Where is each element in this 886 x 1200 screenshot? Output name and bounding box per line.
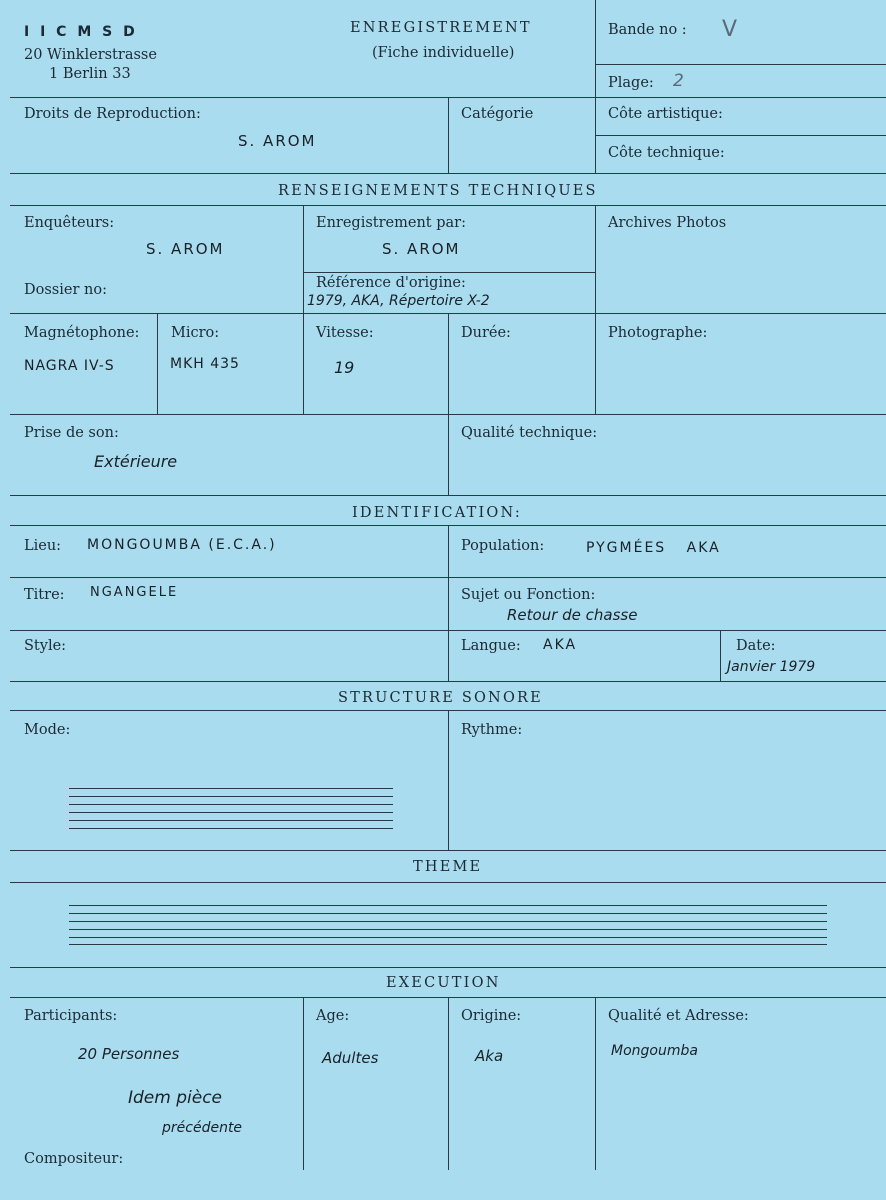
categorie-label: Catégorie [461,106,534,122]
cote-artistique-label: Côte artistique: [608,106,723,122]
age-value[interactable]: Adultes [322,1049,379,1067]
mode-label: Mode: [24,722,71,738]
magnetophone-value[interactable]: NAGRA IV-S [24,358,115,374]
age-label: Age: [316,1008,350,1024]
prise-de-son-label: Prise de son: [24,425,119,441]
qualite-technique-label: Qualité technique: [461,425,598,441]
vitesse-label: Vitesse: [316,325,374,341]
enqueteurs-value[interactable]: S. AROM [146,240,225,258]
section-heading-technical: RENSEIGNEMENTS TECHNIQUES [278,183,598,199]
archives-photos-label: Archives Photos [608,215,727,231]
form-subtitle: (Fiche individuelle) [372,45,515,61]
bande-value[interactable]: V [722,17,738,42]
address-line-2: 1 Berlin 33 [49,66,131,82]
participants-label: Participants: [24,1008,118,1024]
participants-note-1[interactable]: Idem pièce [128,1088,223,1108]
sujet-label: Sujet ou Fonction: [461,587,596,603]
bande-label: Bande no : [608,22,687,38]
vitesse-value[interactable]: 19 [334,358,355,377]
prise-de-son-value[interactable]: Extérieure [94,452,178,471]
participants-note-2[interactable]: précédente [162,1120,243,1136]
titre-value[interactable]: NGANGELE [90,585,179,600]
droits-value[interactable]: S. AROM [238,132,317,150]
plage-label: Plage: [608,75,654,91]
origine-value[interactable]: Aka [475,1047,504,1065]
dossier-label: Dossier no: [24,282,107,298]
enqueteurs-label: Enquêteurs: [24,215,115,231]
langue-label: Langue: [461,638,521,654]
participants-value[interactable]: 20 Personnes [78,1045,180,1063]
magnetophone-label: Magnétophone: [24,325,140,341]
address-line-1: 20 Winklerstrasse [24,47,157,63]
section-heading-theme: THEME [413,859,483,875]
duree-label: Durée: [461,325,511,341]
compositeur-label: Compositeur: [24,1151,124,1167]
date-label: Date: [736,638,776,654]
titre-label: Titre: [24,587,65,603]
micro-label: Micro: [171,325,220,341]
enregistrement-par-value[interactable]: S. AROM [382,240,461,258]
qualite-adresse-label: Qualité et Adresse: [608,1008,749,1024]
lieu-value[interactable]: MONGOUMBA (E.C.A.) [87,537,277,553]
origine-label: Origine: [461,1008,522,1024]
photographe-label: Photographe: [608,325,708,341]
droits-label: Droits de Reproduction: [24,106,201,122]
style-label: Style: [24,638,67,654]
org-name: I I C M S D [24,24,138,40]
section-heading-structure: STRUCTURE SONORE [338,690,543,706]
qualite-adresse-value[interactable]: Mongoumba [611,1043,698,1059]
enregistrement-par-label: Enregistrement par: [316,215,466,231]
plage-value[interactable]: 2 [673,71,684,91]
form-title: ENREGISTREMENT [350,20,532,36]
reference-label: Référence d'origine: [316,275,466,291]
sujet-value[interactable]: Retour de chasse [507,606,638,624]
langue-value[interactable]: AKA [543,637,578,653]
micro-value[interactable]: MKH 435 [170,356,240,372]
section-heading-identification: IDENTIFICATION: [352,505,522,521]
cote-technique-label: Côte technique: [608,145,725,161]
reference-value[interactable]: 1979, AKA, Répertoire X-2 [307,293,490,309]
population-label: Population: [461,538,545,554]
section-heading-execution: EXECUTION [386,975,501,991]
date-value[interactable]: Janvier 1979 [727,659,816,675]
lieu-label: Lieu: [24,538,62,554]
rythme-label: Rythme: [461,722,523,738]
population-value[interactable]: PYGMÉES AKA [586,540,721,556]
